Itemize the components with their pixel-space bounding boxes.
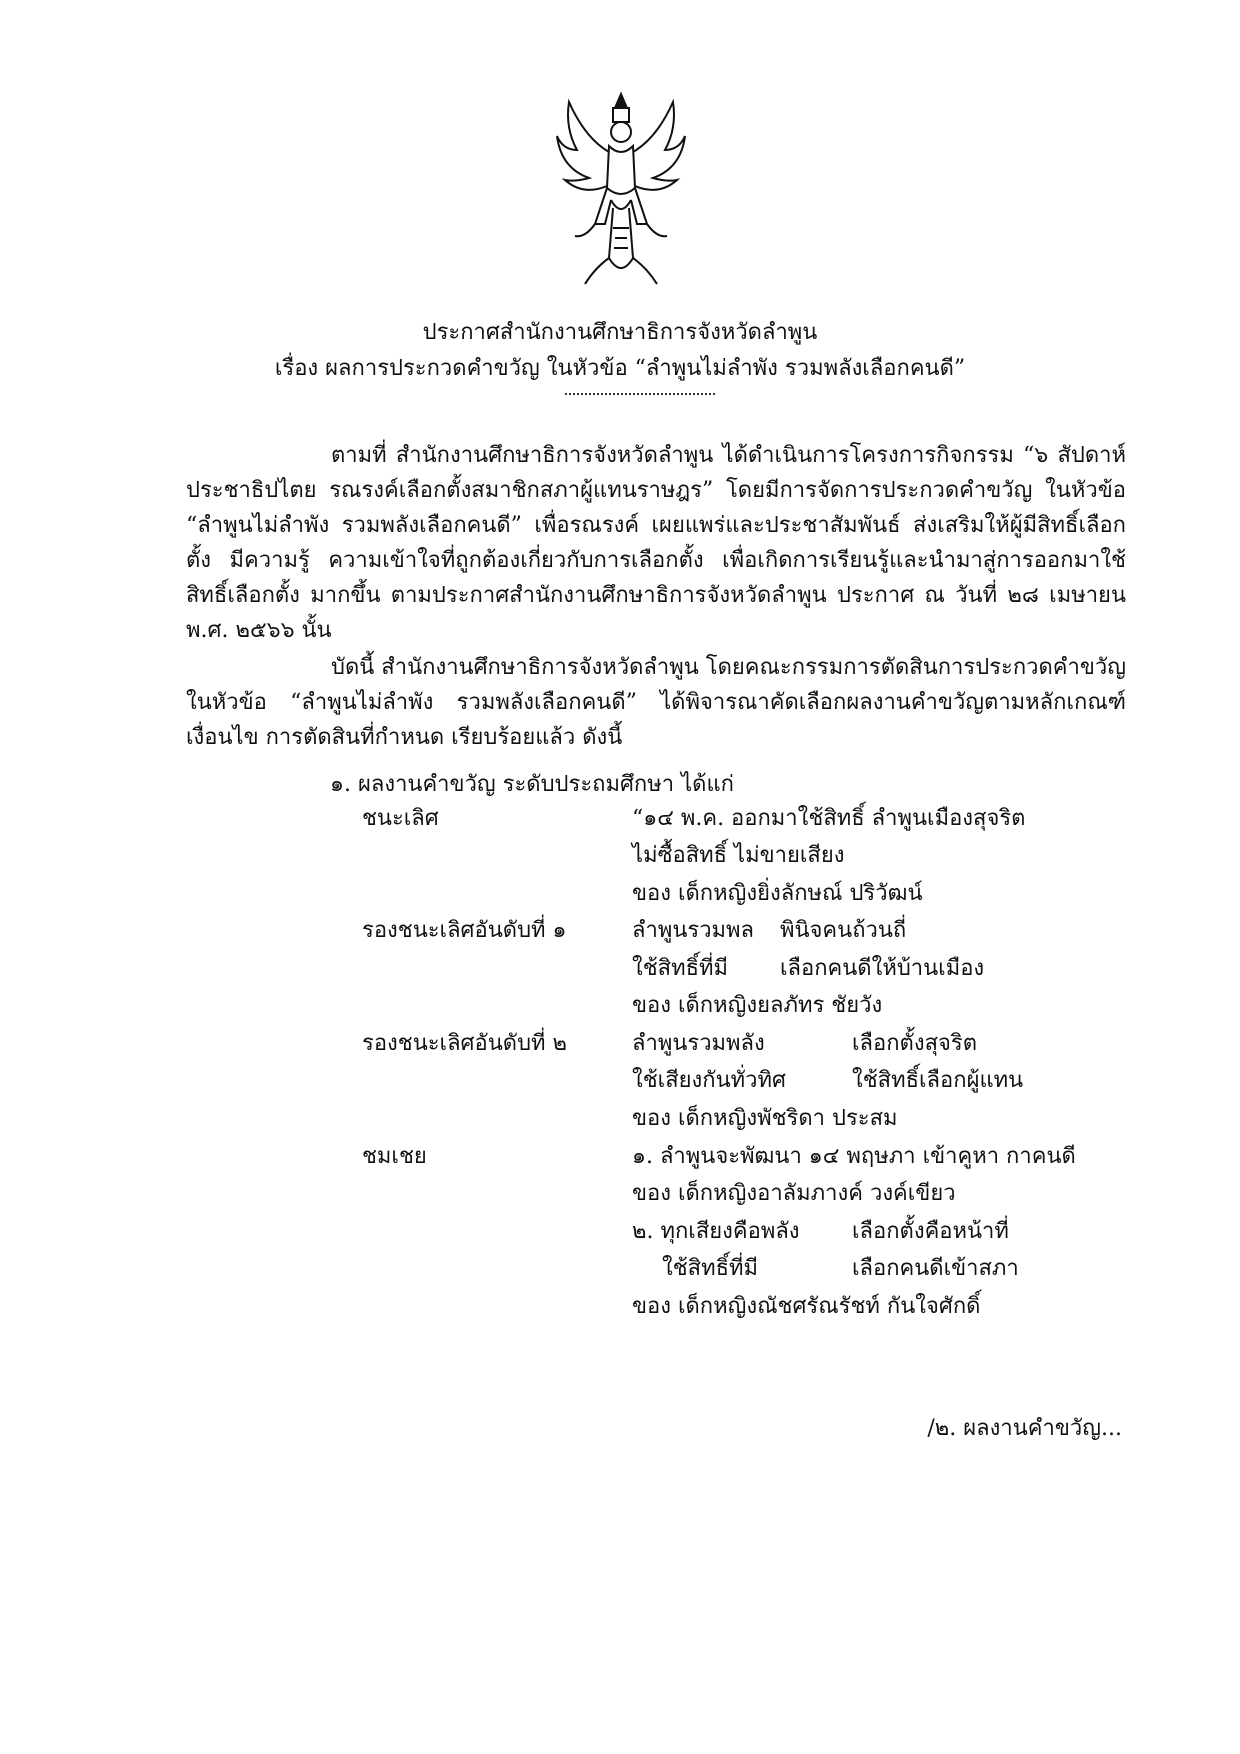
document-title: ประกาศสำนักงานศึกษาธิการจังหวัดลำพูน <box>422 320 818 345</box>
honorable-label: ชมเชย <box>362 1144 427 1169</box>
honorable-1-author: ของ เด็กหญิงอาลัมภางค์ วงค์เขียว <box>632 1181 956 1206</box>
document-subject: เรื่อง ผลการประกวดคำขวัญ ในหัวข้อ “ลำพูนไม่ลำพัง รวมพลังเลือกคนดี” <box>274 356 966 381</box>
runnerup-2-label: รองชนะเลิศอันดับที่ ๒ <box>362 1031 568 1056</box>
paragraph-2-text: บัดนี้ สำนักงานศึกษาธิการจังหวัดลำพูน โดยคณะกรรมการตัดสินการประกวดคำขวัญ ในหัวข้อ “ลำพูนไม่ลำพัง รวมพลังเลือกคนดี” ได้พิจารณาคัดเลือกผลงานคำขวัญตามหลักเกณฑ์ เงื่อนไข การตัดสินที่กำหนด เรียบร้อยแล้ว ดังนี้ <box>186 655 1126 750</box>
runnerup-2-slogan-a2: ใช้เสียงกันทั่วทิศ <box>632 1068 786 1093</box>
paragraph-1 <box>186 438 1126 648</box>
honorable-2-slogan-b2: เลือกคนดีเข้าสภา <box>852 1256 1019 1281</box>
runnerup-2-slogan-a1: ลำพูนรวมพลัง <box>632 1031 765 1056</box>
winner-label: ชนะเลิศ <box>362 806 439 831</box>
runnerup-1-slogan-a1: ลำพูนรวมพล <box>632 918 755 943</box>
honorable-2-slogan-a2: ใช้สิทธิ์ที่มี <box>662 1256 759 1281</box>
continuation-note: /๒. ผลงานคำขวัญ... <box>927 1416 1122 1441</box>
section-1-heading: ๑. ผลงานคำขวัญ ระดับประถมศึกษา ได้แก่ <box>330 772 734 797</box>
honorable-2-author: ของ เด็กหญิงณัชศรัณรัชท์ กันใจศักดิ์ <box>632 1294 981 1319</box>
honorable-1-slogan: ๑. ลำพูนจะพัฒนา ๑๔ พฤษภา เข้าคูหา กาคนดี <box>632 1144 1076 1169</box>
winner-slogan-line-1: “๑๔ พ.ค. ออกมาใช้สิทธิ์ ลำพูนเมืองสุจริต <box>632 806 1026 831</box>
runnerup-1-slogan-b2: เลือกคนดีให้บ้านเมือง <box>780 956 985 981</box>
runnerup-1-author: ของ เด็กหญิงยลภัทร ชัยวัง <box>632 993 883 1018</box>
honorable-2-slogan-a1: ๒. ทุกเสียงคือพลัง <box>632 1219 800 1244</box>
runnerup-2-slogan-b1: เลือกตั้งสุจริต <box>852 1031 977 1056</box>
garuda-emblem <box>555 88 687 288</box>
runnerup-1-slogan-b1: พินิจคนถ้วนถี่ <box>780 918 907 943</box>
paragraph-1-text: ตามที่ สำนักงานศึกษาธิการจังหวัดลำพูน ได้ดำเนินการโครงการกิจกรรม “๖ สัปดาห์ ประชาธิปไตย รณรงค์เลือกตั้งสมาชิกสภาผู้แทนราษฎร” โดยมีการจัดการประกวดคำขวัญ ในหัวข้อ “ลำพูนไม่ลำพัง รวมพลังเลือกคนดี” เพื่อรณรงค์ เผยแพร่และประชาสัมพันธ์ ส่งเสริมให้ผู้มีสิทธิ์เลือกตั้ง มีความรู้ ความเข้าใจที่ถูกต้องเกี่ยวกับการเลือกตั้ง เพื่อเกิดการเรียนรู้และนำมาสู่การออกมาใช้สิทธิ์เลือกตั้ง มากขึ้น ตามประกาศสำนักงานศึกษาธิการจังหวัดลำพูน ประกาศ ณ วันที่ ๒๘ เมษายน พ.ศ. ๒๕๖๖ นั้น <box>186 443 1126 643</box>
dotted-divider <box>565 393 715 395</box>
winner-slogan-line-2: ไม่ซื้อสิทธิ์ ไม่ขายเสียง <box>632 843 845 868</box>
runnerup-2-slogan-b2: ใช้สิทธิ์เลือกผู้แทน <box>852 1068 1024 1093</box>
runnerup-1-label: รองชนะเลิศอันดับที่ ๑ <box>362 918 567 943</box>
paragraph-2 <box>186 650 1126 755</box>
runnerup-1-slogan-a2: ใช้สิทธิ์ที่มี <box>632 956 729 981</box>
runnerup-2-author: ของ เด็กหญิงพัชริดา ประสม <box>632 1106 898 1131</box>
winner-author: ของ เด็กหญิงยิ่งลักษณ์ ปริวัฒน์ <box>632 881 923 906</box>
honorable-2-slogan-b1: เลือกตั้งคือหน้าที่ <box>852 1219 1009 1244</box>
